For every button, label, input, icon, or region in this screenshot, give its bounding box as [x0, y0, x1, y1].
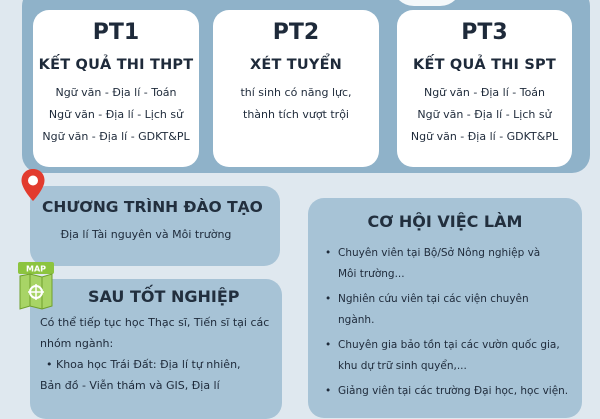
- pt2-line-1: thí sinh có năng lực,: [240, 86, 352, 99]
- map-icon-label: MAP: [25, 264, 47, 274]
- pt3-number: PT3: [461, 20, 508, 45]
- pt3-line-3: Ngữ văn - Địa lí - GDKT&PL: [410, 130, 559, 143]
- after-graduation-item-1-text: Khoa học Trái Đất: Địa lí tự nhiên,: [56, 358, 241, 371]
- pt1-title: KẾT QUẢ THI THPT: [38, 57, 194, 73]
- program-text: Địa lí Tài nguyên và Môi trường: [60, 228, 232, 241]
- pt3-card: [397, 10, 572, 167]
- pt3-line-1: Ngữ văn - Địa lí - Toán: [423, 86, 546, 99]
- after-graduation-intro-2: nhóm ngành:: [40, 337, 114, 350]
- after-graduation-intro-1: Có thể tiếp tục học Thạc sĩ, Tiến sĩ tại các: [40, 316, 270, 329]
- pt1-card: [33, 10, 199, 167]
- list-item: • Nghiên cứu viên tại các viện chuyên ngành.: [320, 289, 570, 331]
- list-item: • Chuyên viên tại Bộ/Sở Nông nghiệp và Môi trường...: [320, 243, 570, 285]
- pt2-card: [213, 10, 379, 167]
- after-graduation-item-1: • Khoa học Trái Đất: Địa lí tự nhiên,: [46, 358, 241, 371]
- map-icon: [16, 262, 56, 310]
- pt1-number: PT1: [92, 20, 140, 45]
- jobs-list: [320, 243, 570, 402]
- pt1-line-2: Ngữ văn - Địa lí - Lịch sử: [48, 108, 184, 121]
- jobs-title: CƠ HỘI VIỆC LÀM: [367, 212, 523, 231]
- after-graduation-item-2: Bản đồ - Viễn thám và GIS, Địa lí: [40, 379, 220, 392]
- jobs-box: [308, 198, 582, 418]
- list-item: • Giảng viên tại các trường Đại học, học viện.: [320, 381, 570, 402]
- location-pin-icon: [20, 168, 46, 202]
- pt2-line-2: thành tích vượt trội: [243, 108, 349, 121]
- program-box: [30, 186, 280, 266]
- list-item: • Chuyên gia bảo tồn tại các vườn quốc gia, khu dự trữ sinh quyển,...: [320, 335, 570, 377]
- pt3-title: KẾT QUẢ THI SPT: [413, 57, 556, 73]
- pt2-title: XÉT TUYỂN: [249, 57, 343, 73]
- pt1-line-3: Ngữ văn - Địa lí - GDKT&PL: [42, 130, 190, 143]
- pt2-number: PT2: [272, 20, 320, 45]
- after-graduation-title: SAU TỐT NGHIỆP: [88, 287, 240, 306]
- after-graduation-box: [30, 279, 282, 419]
- pt3-line-2: Ngữ văn - Địa lí - Lịch sử: [417, 108, 552, 121]
- program-title: CHƯƠNG TRÌNH ĐÀO TẠO: [42, 198, 263, 216]
- pt1-line-1: Ngữ văn - Địa lí - Toán: [55, 86, 177, 99]
